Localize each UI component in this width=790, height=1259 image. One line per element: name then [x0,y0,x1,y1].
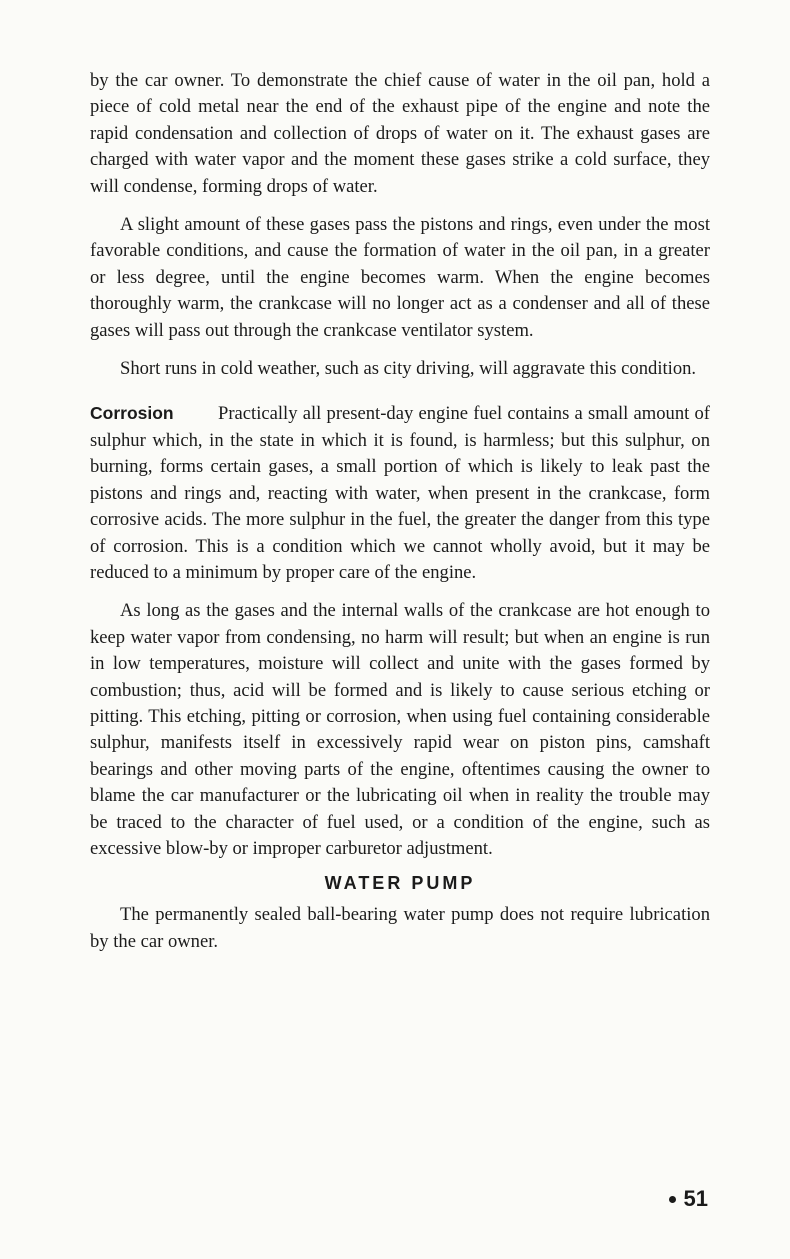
page-body [90,68,710,955]
paragraph-corrosion [90,400,710,586]
paragraph-water-pump: The permanently sealed ball-bearing water pump does not require lubrication by the car owner. [90,904,710,952]
corrosion-text: Practically all present-day engine fuel contains a small amount of sulphur which, in the state in which it is found, is harmless; but this sulphur, on burning, forms certain gases, a small portion of which is likely to leak past the pistons and rings and, reacting with water, when present in the crankcase, form corrosive acids. The more sulphur in the fuel, the greater the danger from this type of corrosion. This is a condition which we cannot wholly avoid, but it may be reduced to a minimum by proper care of the engine. [90,403,710,583]
bullet-icon [669,1196,676,1203]
sidehead-corrosion: Corrosion [90,403,174,424]
page-number-text: 51 [683,1186,708,1211]
corrosion-section [90,400,710,586]
paragraph-short-runs: Short runs in cold weather, such as city driving, will aggravate this condition. [120,358,697,380]
paragraph-gases-pass-pistons: A slight amount of these gases pass the pistons and rings, even under the most favorable conditions, and cause the formation of water in the oil pan, in a greater or less degree, until the engine becomes warm. When the engine becomes thoroughly warm, the crankcase will no longer act as a condenser and all of these gases will pass out through the crankcase ventilator system. [90,214,710,341]
heading-water-pump: WATER PUMP [324,873,476,894]
paragraph-gases-internal-walls: As long as the gases and the internal walls of the crankcase are hot enough to keep water vapor from condensing, no harm will result; but when an engine is run in low temperatures, moisture will collect and unite with the gases formed by combustion; thus, acid will be formed and is likely to cause serious etching or pitting. This etching, pitting or corrosion, when using fuel containing considerable sulphur, manifests itself in excessively rapid wear on piston pins, camshaft bearings and other moving parts of the engine, oftentimes causing the owner to blame the car manufacturer or the lubricating oil when in reality the trouble may be traced to the character of fuel used, or a condition of the engine, such as excessive blow-by or improper carburetor adjustment. [90,600,710,859]
page-number [669,1186,708,1212]
paragraph-exhaust-condensation: by the car owner. To demonstrate the chief cause of water in the oil pan, hold a piece of cold metal near the end of the exhaust pipe of the engine and note the rapid condensation and collection of drops of water on it. The exhaust gases are charged with water vapor and the moment these gases strike a cold surface, they will condense, forming drops of water. [90,70,710,197]
